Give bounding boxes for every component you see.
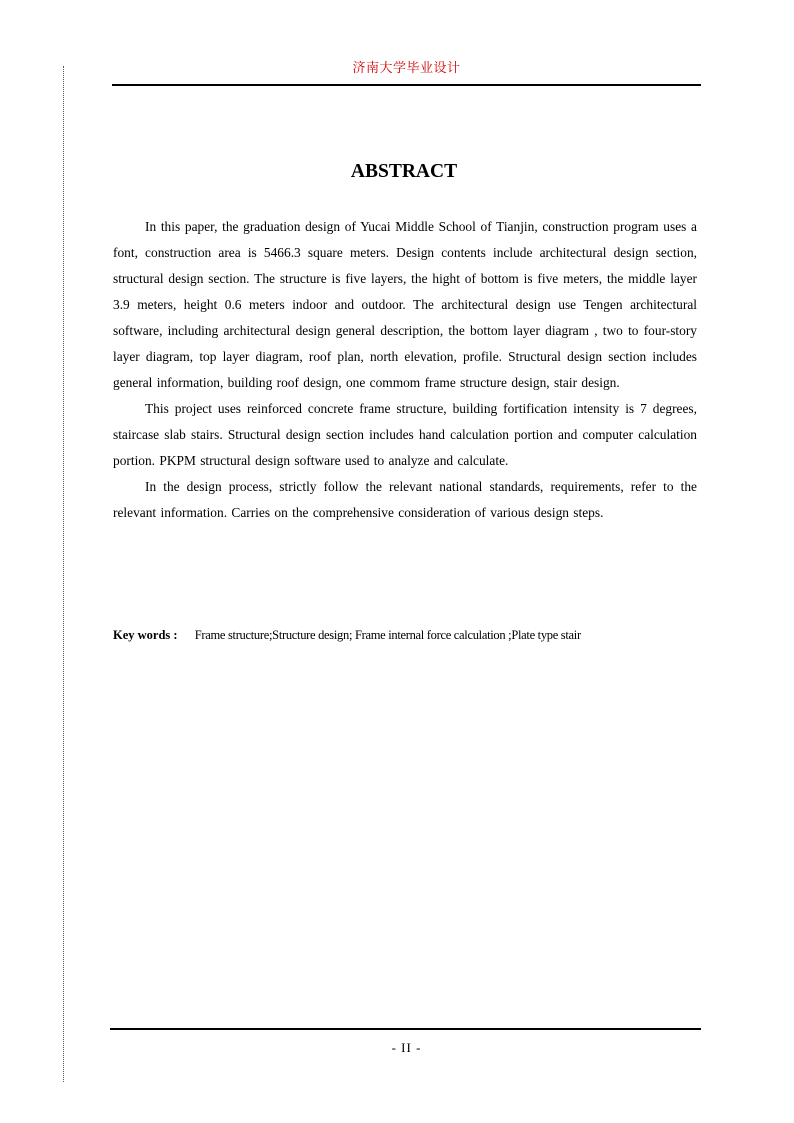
abstract-paragraph-1: In this paper, the graduation design of Yucai Middle School of Tianjin, construction program uses a font, construction area is 5466.3 square meters. Design contents include architectural design section, structural design section. The structure is five layers, the hight of bottom is five meters, the middle layer 3.9 meters, height 0.6 meters indoor and outdoor. The architectural design use Tengen architectural software, including architectural design general description, the bottom layer diagram , two to four-story layer diagram, top layer diagram, roof plan, north elevation, profile. Structural design section includes general information, building roof design, one commom frame structure design, stair design.	[113, 219, 697, 390]
abstract-body	[113, 214, 697, 526]
keywords-line	[113, 626, 702, 644]
abstract-paragraph-3: In the design process, strictly follow the relevant national standards, requirements, refer to the relevant information. Carries on the comprehensive consideration of various design steps.	[113, 479, 697, 520]
binding-margin-line	[63, 66, 64, 1082]
abstract-paragraph-2: This project uses reinforced concrete frame structure, building fortification intensity is 7 degrees, staircase slab stairs. Structural design section includes hand calculation portion and computer calculation portion. PKPM structural design software used to analyze and calculate.	[113, 401, 697, 468]
keywords-label: Key words :	[113, 628, 178, 642]
header-rule	[112, 84, 701, 86]
page-number: - II -	[391, 1040, 422, 1055]
footer-rule	[110, 1028, 701, 1030]
abstract-heading: ABSTRACT	[350, 161, 458, 182]
running-header-title: 济南大学毕业设计	[352, 61, 461, 76]
keywords-value: Frame structure;Structure design; Frame internal force calculation ;Plate type stair	[194, 628, 581, 642]
